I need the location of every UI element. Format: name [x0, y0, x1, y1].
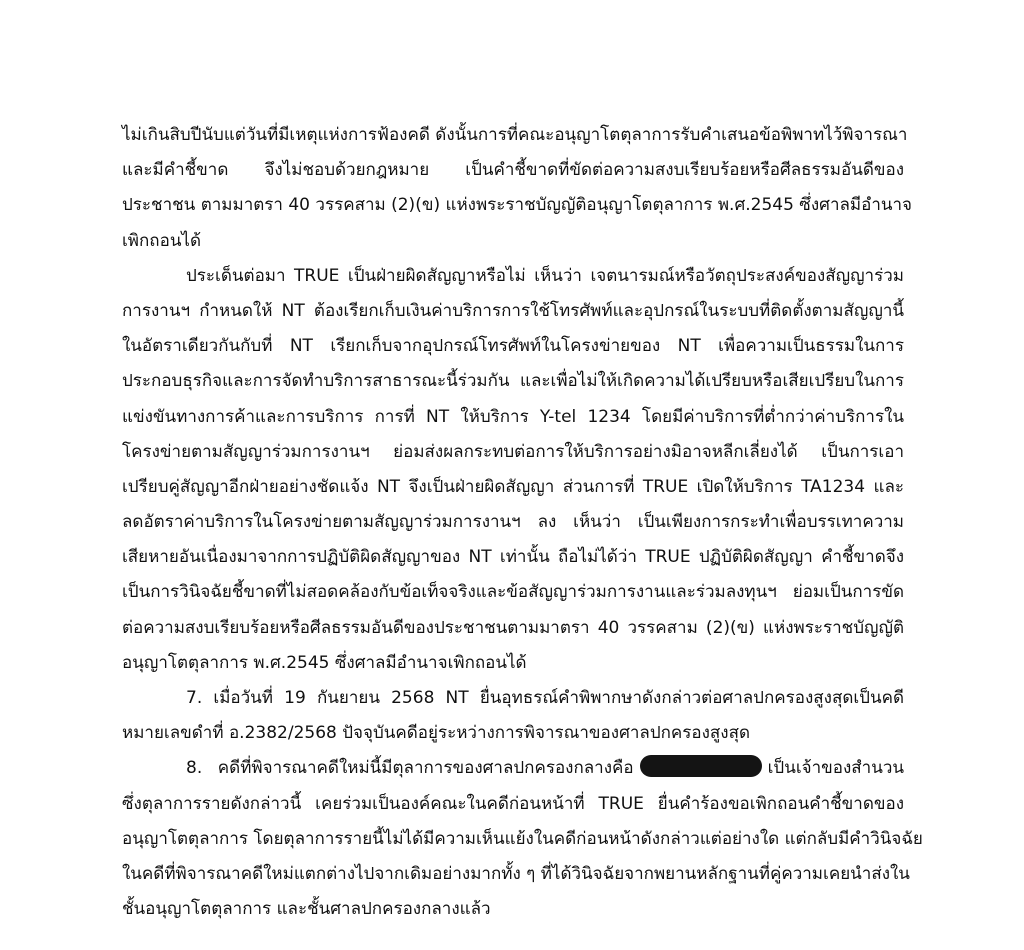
text-line: ซึ่งตุลาการรายดังกล่าวนี้ เคยร่วมเป็นองค์คณะในคดีก่อนหน้าที่ TRUE ยื่นคำร้องขอเพิกถอนคำชี้ขาดของ — [122, 793, 904, 814]
text-line: แข่งขันทางการค้าและการบริการ การที่ NT ให้บริการ Y-tel 1234 โดยมีค่าบริการที่ต่ำกว่าค่าบริการใน — [122, 406, 904, 427]
item-8-trail-text: เป็นเจ้าของสำนวน — [767, 758, 904, 779]
document-body — [122, 118, 923, 927]
text-line: ในคดีที่พิจารณาคดีใหม่แตกต่างไปจากเดิมอย่างมากทั้ง ๆ ที่ได้วินิจฉัยจากพยานหลักฐานที่คู่ความเคยนำส่งใน — [122, 863, 910, 884]
text-line: เสียหายอันเนื่องมาจากการปฏิบัติผิดสัญญาของ NT เท่านั้น ถือไม่ได้ว่า TRUE ปฏิบัติผิดสัญญา คำชี้ขาดจึง — [122, 547, 904, 568]
text-line: โครงข่ายตามสัญญาร่วมการงานฯ ย่อมส่งผลกระทบต่อการให้บริการอย่างมิอาจหลีกเลี่ยงได้ เป็นการเอา — [122, 441, 904, 462]
item-8-first-line — [122, 751, 904, 786]
text-line: อนุญาโตตุลาการ พ.ศ.2545 ซึ่งศาลมีอำนาจเพิกถอนได้ — [122, 652, 527, 673]
text-line: ในอัตราเดียวกันกับที่ NT เรียกเก็บจากอุปกรณ์โทรศัพท์ในโครงข่ายของ NT เพื่อความเป็นธรรมในการ — [122, 336, 904, 357]
text-line: ไม่เกินสิบปีนับแต่วันที่มีเหตุแห่งการฟ้องคดี ดังนั้นการที่คณะอนุญาโตตุลาการรับคำเสนอข้อพิพาทไว้พิจารณา — [122, 125, 908, 145]
redaction-mark — [640, 755, 762, 777]
text-line: ชั้นอนุญาโตตุลาการ และชั้นศาลปกครองกลางแล้ว — [122, 899, 491, 920]
text-line: ประกอบธุรกิจและการจัดทำบริการสาธารณะนี้ร่วมกัน และเพื่อไม่ให้เกิดความได้เปรียบหรือเสียเปรียบในการ — [122, 371, 904, 392]
item-8-lead-text: 8. คดีที่พิจารณาคดีใหม่นี้มีตุลาการของศาลปกครองกลางคือ — [186, 758, 634, 779]
text-line: หมายเลขดำที่ อ.2382/2568 ปัจจุบันคดีอยู่ระหว่างการพิจารณาของศาลปกครองสูงสุด — [122, 723, 751, 744]
text-line: ประชาชน ตามมาตรา 40 วรรคสาม (2)(ข) แห่งพระราชบัญญัติอนุญาโตตุลาการ พ.ศ.2545 ซึ่งศาลมีอำนาจ — [122, 195, 912, 216]
text-line: ต่อความสงบเรียบร้อยหรือศีลธรรมอันดีของประชาชนตามมาตรา 40 วรรคสาม (2)(ข) แห่งพระราชบัญญัติ — [122, 617, 904, 638]
text-line: เพิกถอนได้ — [122, 230, 202, 251]
text-line: เป็นการวินิจฉัยชี้ขาดที่ไม่สอดคล้องกับข้อเท็จจริงและข้อสัญญาร่วมการงานและร่วมลงทุนฯ ย่อมเป็นการขัด — [122, 582, 904, 603]
text-line: เปรียบคู่สัญญาอีกฝ่ายอย่างชัดแจ้ง NT จึงเป็นฝ่ายผิดสัญญา ส่วนการที่ TRUE เปิดให้บริการ TA1234 และ — [122, 476, 904, 497]
item-7-first-line: 7. เมื่อวันที่ 19 กันยายน 2568 NT ยื่นอุทธรณ์คำพิพากษาดังกล่าวต่อศาลปกครองสูงสุดเป็นคดี — [186, 688, 904, 708]
text-line: อนุญาโตตุลาการ โดยตุลาการรายนี้ไม่ได้มีความเห็นแย้งในคดีก่อนหน้าดังกล่าวแต่อย่างใด แต่กลับมีคำวินิจฉัย — [122, 828, 923, 849]
paragraph-first-line: ประเด็นต่อมา TRUE เป็นฝ่ายผิดสัญญาหรือไม่ เห็นว่า เจตนารมณ์หรือวัตถุประสงค์ของสัญญาร่วม — [186, 265, 904, 286]
text-line: การงานฯ กำหนดให้ NT ต้องเรียกเก็บเงินค่าบริการการใช้โทรศัพท์และอุปกรณ์ในระบบที่ติดตั้งตามสัญญานี้ — [122, 300, 904, 321]
text-line: ลดอัตราค่าบริการในโครงข่ายตามสัญญาร่วมการงานฯ ลง เห็นว่า เป็นเพียงการกระทำเพื่อบรรเทาความ — [122, 512, 904, 533]
text-line: และมีคำชี้ขาด จึงไม่ชอบด้วยกฎหมาย เป็นคำชี้ขาดที่ขัดต่อความสงบเรียบร้อยหรือศีลธรรมอันดีของ — [122, 160, 904, 181]
